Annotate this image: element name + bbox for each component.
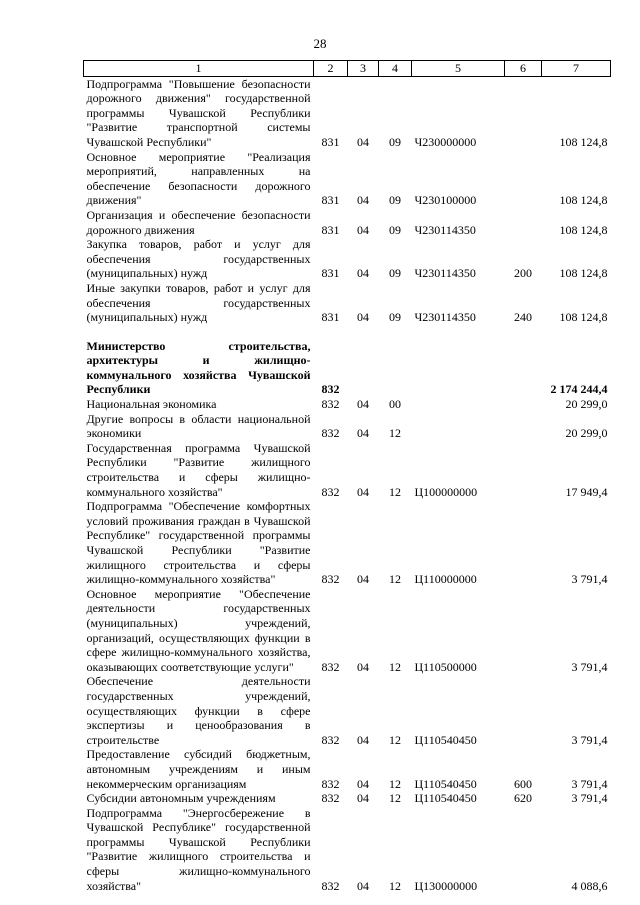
row-target-code [412, 412, 505, 441]
row-expense-type [505, 499, 542, 587]
row-amount: 108 124,8 [559, 310, 608, 325]
row-section: 04 [357, 776, 369, 791]
row-ministry: 831 [321, 193, 340, 208]
row-expense-type: 620 [514, 791, 532, 806]
row-name: Обеспечение деятельности государственных учреждений, осуществляющих функции в сфере экспертизы и ценообразования в строительстве [86, 674, 311, 747]
row-amount: 108 124,8 [559, 222, 608, 237]
row-section: 04 [357, 732, 369, 747]
row-amount: 108 124,8 [559, 193, 608, 208]
row-ministry: 832 [321, 659, 340, 674]
row-section: 04 [357, 397, 369, 412]
table-row [84, 281, 611, 325]
header-col-1: 1 [84, 61, 314, 77]
table-row [84, 674, 611, 747]
table-row [84, 76, 611, 149]
table-row [84, 747, 611, 791]
row-ministry: 832 [321, 878, 340, 893]
row-expense-type [505, 76, 542, 149]
row-name: Государственная программа Чувашской Республики "Развитие жилищного строительства и сферы жилищно-коммунального хозяйства" [86, 440, 311, 499]
row-section: 04 [357, 310, 369, 325]
table-row [84, 499, 611, 587]
row-ministry: 832 [321, 572, 340, 587]
row-expense-type [505, 208, 542, 237]
budget-table [83, 60, 611, 893]
row-section: 04 [357, 484, 369, 499]
row-target-code [412, 339, 505, 397]
spacer-row [84, 325, 611, 339]
row-section: 04 [357, 426, 369, 441]
table-row-ministry [84, 339, 611, 397]
row-target-code: Ц130000000 [414, 878, 478, 893]
row-name: Национальная экономика [86, 397, 217, 412]
row-section: 04 [357, 572, 369, 587]
row-ministry: 832 [321, 791, 340, 806]
row-subsection: 09 [389, 266, 401, 281]
row-expense-type [505, 150, 542, 208]
row-subsection: 09 [389, 134, 401, 149]
row-ministry: 832 [321, 484, 340, 499]
row-target-code: Ч230114350 [414, 310, 476, 325]
row-ministry: 832 [321, 732, 340, 747]
header-col-3: 3 [348, 61, 379, 77]
row-name: Подпрограмма "Обеспечение комфортных условий проживания граждан в Чувашской Республике" государственной программы Чувашской Республики "Развитие жилищного строительства и сферы жилищно-коммунального хозяйства" [86, 499, 311, 587]
row-expense-type [505, 587, 542, 675]
row-subsection: 12 [389, 426, 401, 441]
row-expense-type: 200 [514, 266, 532, 281]
row-amount: 2 174 244,4 [550, 382, 608, 397]
row-amount: 108 124,8 [559, 266, 608, 281]
row-target-code [412, 397, 505, 412]
table-row [84, 791, 611, 806]
row-expense-type [505, 397, 542, 412]
header-col-4: 4 [379, 61, 412, 77]
row-name: Подпрограмма "Энергосбережение в Чувашской Республике" государственной программы Чувашской Республики "Развитие жилищного строительства и сферы жилищно-коммунального хозяйства" [86, 805, 311, 893]
row-amount: 3 791,4 [571, 776, 608, 791]
row-amount: 108 124,8 [559, 134, 608, 149]
row-name: Закупка товаров, работ и услуг для обеспечения государственных (муниципальных) нужд [86, 237, 311, 281]
row-target-code: Ц110540450 [414, 791, 477, 806]
row-name: Организация и обеспечение безопасности дорожного движения [86, 207, 311, 237]
header-col-6: 6 [505, 61, 542, 77]
row-target-code: Ц110000000 [414, 572, 477, 587]
row-ministry: 831 [321, 222, 340, 237]
row-subsection: 12 [389, 732, 401, 747]
header-col-2: 2 [314, 61, 348, 77]
row-name: Иные закупки товаров, работ и услуг для обеспечения государственных (муниципальных) нужд [86, 280, 311, 325]
row-ministry: 832 [321, 397, 340, 412]
row-section: 04 [357, 791, 369, 806]
row-ministry: 832 [321, 426, 340, 441]
row-target-code: Ц110540450 [414, 732, 477, 747]
row-expense-type [505, 441, 542, 499]
row-subsection: 12 [389, 659, 401, 674]
row-section: 04 [357, 222, 369, 237]
row-amount: 4 088,6 [571, 878, 608, 893]
row-target-code: Ч230114350 [414, 266, 476, 281]
table-row [84, 208, 611, 237]
row-target-code: Ц100000000 [414, 484, 478, 499]
row-ministry: 831 [321, 134, 340, 149]
row-section: 04 [357, 659, 369, 674]
table-row [84, 587, 611, 675]
row-amount: 3 791,4 [571, 732, 608, 747]
row-section: 04 [357, 266, 369, 281]
row-expense-type [505, 412, 542, 441]
row-amount: 20 299,0 [565, 397, 608, 412]
row-expense-type: 600 [514, 776, 532, 791]
row-amount: 3 791,4 [571, 659, 608, 674]
spacer-cell [84, 325, 611, 339]
row-subsection: 09 [389, 193, 401, 208]
row-name: Другие вопросы в области национальной экономики [86, 411, 311, 441]
row-subsection: 00 [389, 397, 401, 412]
row-name: Предоставление субсидий бюджетным, автономным учреждениям и иным некоммерческим организациям [86, 747, 311, 791]
row-subsection: 12 [389, 776, 401, 791]
row-ministry: 831 [321, 266, 340, 281]
row-ministry: 832 [321, 382, 340, 397]
row-target-code: Ц110540450 [414, 776, 477, 791]
row-amount: 17 949,4 [565, 484, 608, 499]
row-name: Основное мероприятие "Реализация мероприятий, направленных на обеспечение безопасности дорожного движения" [86, 149, 311, 208]
row-section: 04 [357, 193, 369, 208]
row-expense-type: 240 [514, 310, 532, 325]
row-amount: 3 791,4 [571, 572, 608, 587]
table-row [84, 412, 611, 441]
row-target-code: Ч230114350 [414, 222, 476, 237]
row-expense-type [505, 674, 542, 747]
row-subsection: 12 [389, 878, 401, 893]
header-col-7: 7 [542, 61, 611, 77]
row-section [348, 339, 379, 397]
row-name: Подпрограмма "Повышение безопасности дорожного движения" государственной программы Чувашской Республики "Развитие транспортной системы Чувашской Республики" [86, 76, 311, 149]
row-target-code: Ч230100000 [414, 193, 477, 208]
row-subsection: 09 [389, 222, 401, 237]
row-section: 04 [357, 878, 369, 893]
row-amount: 3 791,4 [571, 791, 608, 806]
row-section: 04 [357, 134, 369, 149]
row-target-code: Ц110500000 [414, 659, 477, 674]
row-subsection: 12 [389, 791, 401, 806]
table-row [84, 150, 611, 208]
table-header-row [84, 61, 611, 77]
row-ministry: 832 [321, 776, 340, 791]
row-name: Субсидии автономным учреждениям [86, 791, 276, 806]
row-subsection: 09 [389, 310, 401, 325]
header-col-5: 5 [412, 61, 505, 77]
row-amount: 20 299,0 [565, 426, 608, 441]
row-name: Министерство строительства, архитектуры и жилищно-коммунального хозяйства Чувашской Республики [86, 338, 311, 397]
row-subsection [379, 339, 412, 397]
table-row [84, 441, 611, 499]
row-ministry: 831 [321, 310, 340, 325]
page-number: 28 [313, 36, 327, 51]
row-expense-type [505, 806, 542, 894]
table-row [84, 237, 611, 281]
row-target-code: Ч230000000 [414, 134, 477, 149]
table-row [84, 806, 611, 894]
row-subsection: 12 [389, 484, 401, 499]
table-row [84, 397, 611, 412]
row-name: Основное мероприятие "Обеспечение деятельности государственных (муниципальных) учреждений, организаций, осуществляющих функции в сфере жилищно-коммунального хозяйства, оказывающих соответствующие услуги" [86, 586, 311, 674]
row-expense-type [505, 339, 542, 397]
row-subsection: 12 [389, 572, 401, 587]
